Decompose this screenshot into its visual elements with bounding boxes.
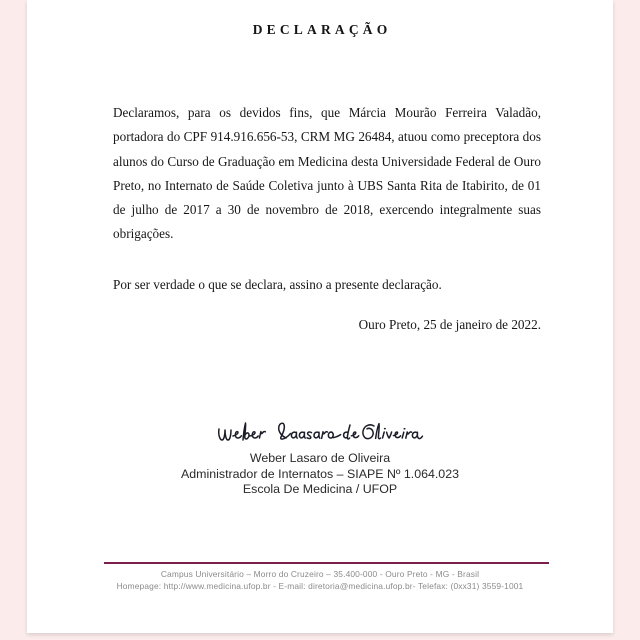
footer-address: Campus Universitário – Morro do Cruzeiro – 35.400-000 - Ouro Preto - MG - Brasil [160, 569, 480, 579]
date-location-block [113, 313, 541, 337]
signature-details [27, 451, 613, 498]
signature-block [27, 416, 613, 498]
declaration-body [113, 101, 541, 247]
date-line: Ouro Preto, 25 de janeiro de 2022. [358, 317, 541, 332]
signer-role: Administrador de Internatos – SIAPE Nº 1.064.023 [181, 466, 459, 481]
footer-divider [104, 562, 549, 564]
handwritten-signature-icon [214, 416, 426, 450]
footer-contact: Homepage: http://www.medicina.ufop.br - E-mail: diretoria@medicina.ufop.br- Telefax: (0xx31) 3559-1001 [116, 581, 524, 592]
document-page [27, 0, 613, 633]
signer-name: Weber Lasaro de Oliveira [249, 451, 391, 465]
closing-statement [113, 273, 541, 297]
page-title: DECLARAÇÃO [252, 22, 392, 37]
paragraph-declaration: Declaramos, para os devidos fins, que Márcia Mourão Ferreira Valadão, portadora do CPF 914.916.656-53, CRM MG 26484, atuou como preceptora dos alunos do Curso de Graduação em Medicina desta Universidade Federal de Ouro Preto, no Internato de Saúde Coletiva junto à UBS Santa Rita de Itabirito, de 01 de julho de 2017 a 30 de novembro de 2018, exercendo integralmente suas obrigações. [113, 105, 541, 242]
footer [27, 568, 613, 593]
signer-institution: Escola De Medicina / UFOP [242, 482, 398, 497]
paragraph-closing: Por ser verdade o que se declara, assino a presente declaração. [113, 277, 442, 292]
